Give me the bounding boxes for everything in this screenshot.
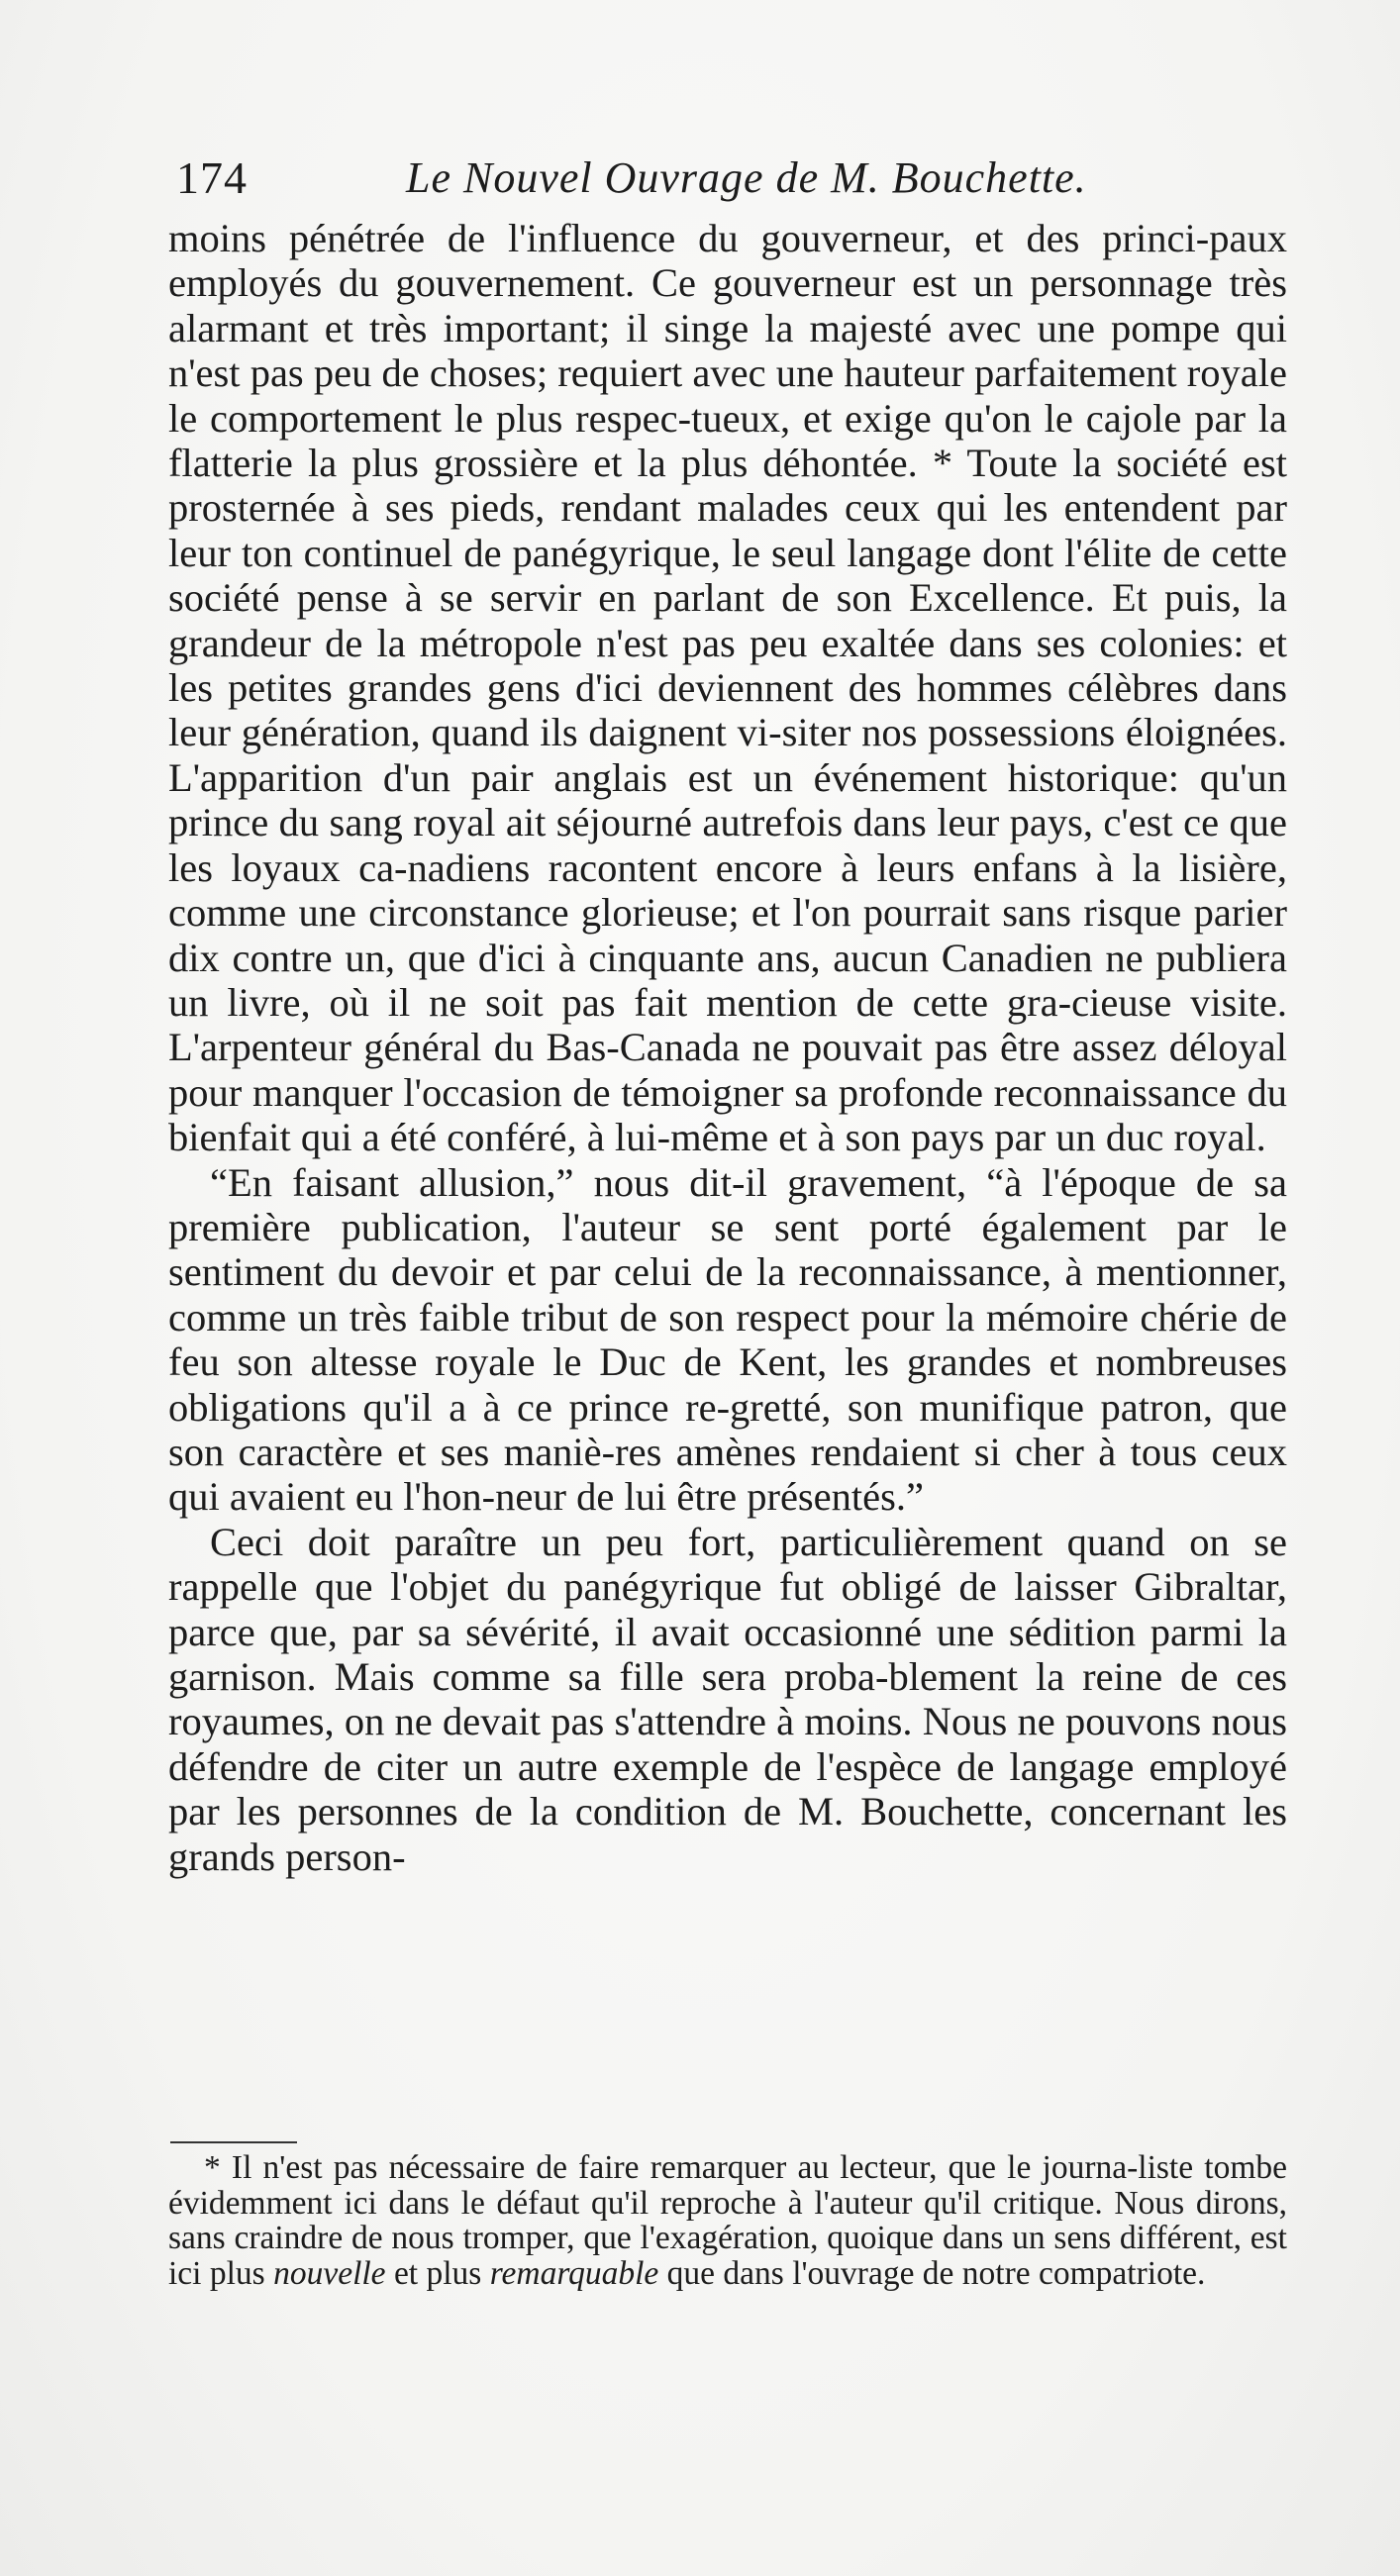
paragraph-commentary: Ceci doit paraître un peu fort, particulièrement quand on se rappelle que l'objet du panégyrique fut obligé de laisser Gibraltar, parce que, par sa sévérité, il avait occasionné une sédition parmi la garnison. Mais comme sa fille sera proba-blement la reine de ces royaumes, on ne devait pas s'attendre à moins. Nous ne pouvons nous défendre de citer un autre exemple de l'espèce de langage employé par les personnes de la condition de M. Bouchette, concernant les grands person- (168, 1519, 1287, 1879)
footnote-italic-nouvelle: nouvelle (273, 2254, 386, 2292)
paragraph-continued: moins pénétrée de l'influence du gouverneur, et des princi-paux employés du gouvernement. Ce gouverneur est un personnage très alarmant et très important; il singe la majesté avec une pompe qui n'est pas peu de choses; requiert avec une hauteur parfaitement royale le comportement le plus respec-tueux, et exige qu'on le cajole par la flatterie la plus grossière et la plus déhontée. * Toute la société est prosternée à ses pieds, rendant malades ceux qui les entendent par leur ton continuel de panégyrique, le seul langage dont l'élite de cette société pense à se servir en parlant de son Excellence. Et puis, la grandeur de la métropole n'est pas peu exaltée dans ses colonies: et les petites grandes gens d'ici deviennent des hommes célèbres dans leur génération, quand ils daignent vi-siter nos possessions éloignées. L'apparition d'un pair anglais est un événement historique: qu'un prince du sang royal ait séjourné autrefois dans leur pays, c'est ce que les loyaux ca-nadiens racontent encore à leurs enfans à la lisière, comme une circonstance glorieuse; et l'on pourrait sans risque parier dix contre un, que d'ici à cinquante ans, aucun Canadien ne publiera un livre, où il ne soit pas fait mention de cette gra-cieuse visite. L'arpenteur général du Bas-Canada ne pouvait pas être assez déloyal pour manquer l'occasion de témoigner sa profonde reconnaissance du bienfait qui a été conféré, à lui-même et à son pays par un duc royal. (168, 216, 1287, 1160)
body-text (168, 216, 1287, 1879)
footnote-text-middle: et plus (385, 2254, 490, 2292)
footnote-italic-remarquable: remarquable (489, 2254, 659, 2292)
footnote (168, 2150, 1287, 2291)
footnote-text-start: * Il n'est pas nécessaire de faire remarquer au lecteur, que le journa-liste tombe évidemment ici dans le défaut qu'il reproche à l'auteur qu'il critique. Nous dirons, sans craindre de nous tromper, que l'exagération, quoique dans un sens différent, est ici plus (168, 2149, 1287, 2292)
page-header (168, 149, 1287, 208)
page-number: 174 (176, 152, 248, 203)
footnote-divider (170, 2141, 297, 2143)
running-title: Le Nouvel Ouvrage de M. Bouchette. (406, 153, 1087, 202)
paragraph-quotation: “En faisant allusion,” nous dit-il gravement, “à l'époque de sa première publication, l'auteur se sent porté également par le sentiment du devoir et par celui de la reconnaissance, à mentionner, comme un très faible tribut de son respect pour la mémoire chérie de feu son altesse royale le Duc de Kent, les grandes et nombreuses obligations qu'il a à ce prince re-gretté, son munifique patron, que son caractère et ses maniè-res amènes rendaient si cher à tous ceux qui avaient eu l'hon-neur de lui être présentés.” (168, 1159, 1287, 1520)
footnote-text-end: que dans l'ouvrage de notre compatriote. (658, 2254, 1206, 2292)
